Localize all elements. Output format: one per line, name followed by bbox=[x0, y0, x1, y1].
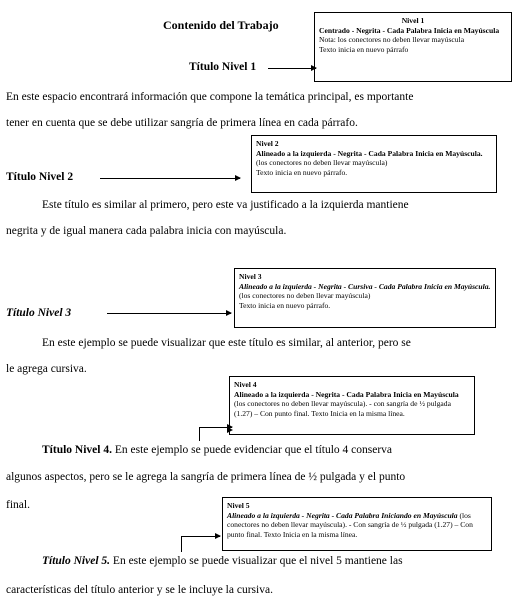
level2-arrow bbox=[100, 178, 240, 179]
level1-title: Título Nivel 1 bbox=[189, 61, 257, 73]
level3-box-note: (los conectores no deben llevar mayúscula) bbox=[239, 291, 371, 301]
level1-box-heading: Nivel 1 bbox=[401, 16, 425, 25]
level3-paragraph-line2: le agrega cursiva. bbox=[6, 363, 87, 375]
level1-arrow bbox=[268, 68, 316, 69]
level3-title: Título Nivel 3 bbox=[6, 307, 72, 319]
level4-inline-text: En este ejemplo se puede evidenciar que el título 4 conserva bbox=[114, 444, 393, 456]
level5-arrow-stem bbox=[181, 536, 182, 552]
level2-paragraph-line2: negrita y de igual manera cada palabra inicia con mayúscula. bbox=[6, 225, 287, 237]
level2-box-style: Alineado a la izquierda - Negrita - Cada Palabra Inicia en Mayúscula. bbox=[256, 148, 483, 158]
level1-box-text: Texto inicia en nuevo párrafo bbox=[319, 44, 409, 54]
level4-title: Título Nivel 4. bbox=[42, 444, 112, 456]
level4-paragraph-line1 bbox=[42, 443, 392, 457]
level2-paragraph-line1: Este título es similar al primero, pero este va justificado a la izquierda mantiene bbox=[42, 199, 409, 211]
level3-arrow bbox=[107, 313, 231, 314]
level1-paragraph-line2: tener en cuenta que se debe utilizar sangría de primera línea en cada párrafo. bbox=[6, 117, 358, 129]
level4-annotation-box bbox=[229, 376, 475, 435]
level4-box-note: (los conectores no deben llevar mayúscula). - con sangría de ½ pulgada (1.27) – Con punto final. Texto Inicia en la misma línea. bbox=[234, 399, 451, 418]
document-title: Contenido del Trabajo bbox=[163, 18, 279, 32]
level5-annotation-box bbox=[222, 497, 492, 551]
level5-paragraph-line1 bbox=[42, 554, 403, 568]
level2-box-note: (los conectores no deben llevar mayúscula) bbox=[256, 158, 388, 168]
level4-paragraph-line3: final. bbox=[6, 499, 30, 511]
level2-annotation-box bbox=[251, 135, 497, 193]
level5-inline-text: En este ejemplo se puede visualizar que el nivel 5 mantiene las bbox=[112, 555, 403, 567]
level5-box-heading: Nivel 5 bbox=[227, 501, 250, 510]
level1-annotation-box bbox=[314, 12, 512, 82]
level3-box-text: Texto inicia en nuevo párrafo. bbox=[239, 300, 331, 310]
level5-title: Título Nivel 5. bbox=[42, 555, 111, 567]
level4-box-heading: Nivel 4 bbox=[234, 380, 257, 389]
level5-paragraph-line2: características del título anterior y se le incluye la cursiva. bbox=[6, 584, 273, 596]
level3-paragraph-line1: En este ejemplo se puede visualizar que este título es similar, al anterior, pero se bbox=[42, 337, 411, 349]
level5-box-style: Alineado a la izquierda - Negrita - Cada Palabra Iniciando en Mayúscula bbox=[227, 510, 458, 520]
level3-box-style: Alineado a la izquierda - Negrita - Cursiva - Cada Palabra Inicia en Mayúscula. bbox=[239, 281, 491, 291]
level3-box-heading: Nivel 3 bbox=[239, 272, 262, 281]
level2-title: Título Nivel 2 bbox=[6, 171, 74, 183]
level1-box-note: Nota: los conectores no deben llevar mayúscula bbox=[319, 35, 465, 45]
level4-arrow-stem bbox=[199, 427, 200, 441]
level1-paragraph-line1: En este espacio encontrará información que compone la temática principal, es mportante bbox=[6, 91, 414, 103]
level5-box-note: (los conectores no deben llevar mayúscula). - Con sangría de ½ pulgada (1.27) – Con punto final. Texto Inicia en la misma línea. bbox=[227, 510, 473, 539]
level2-box-text: Texto inicia en nuevo párrafo. bbox=[256, 167, 348, 177]
level2-box-heading: Nivel 2 bbox=[256, 139, 279, 148]
level4-paragraph-line2: algunos aspectos, pero se le agrega la sangría de primera línea de ½ pulgada y el punto bbox=[6, 471, 406, 483]
level4-box-style: Alineado a la izquierda - Negrita - Cada Palabra Inicia en Mayúscula bbox=[234, 389, 459, 399]
level4-arrow bbox=[200, 427, 232, 428]
level3-annotation-box bbox=[234, 268, 496, 328]
level5-arrow bbox=[182, 536, 220, 537]
level1-box-style: Centrado - Negrita - Cada Palabra Inicia en Mayúscula bbox=[319, 25, 500, 35]
